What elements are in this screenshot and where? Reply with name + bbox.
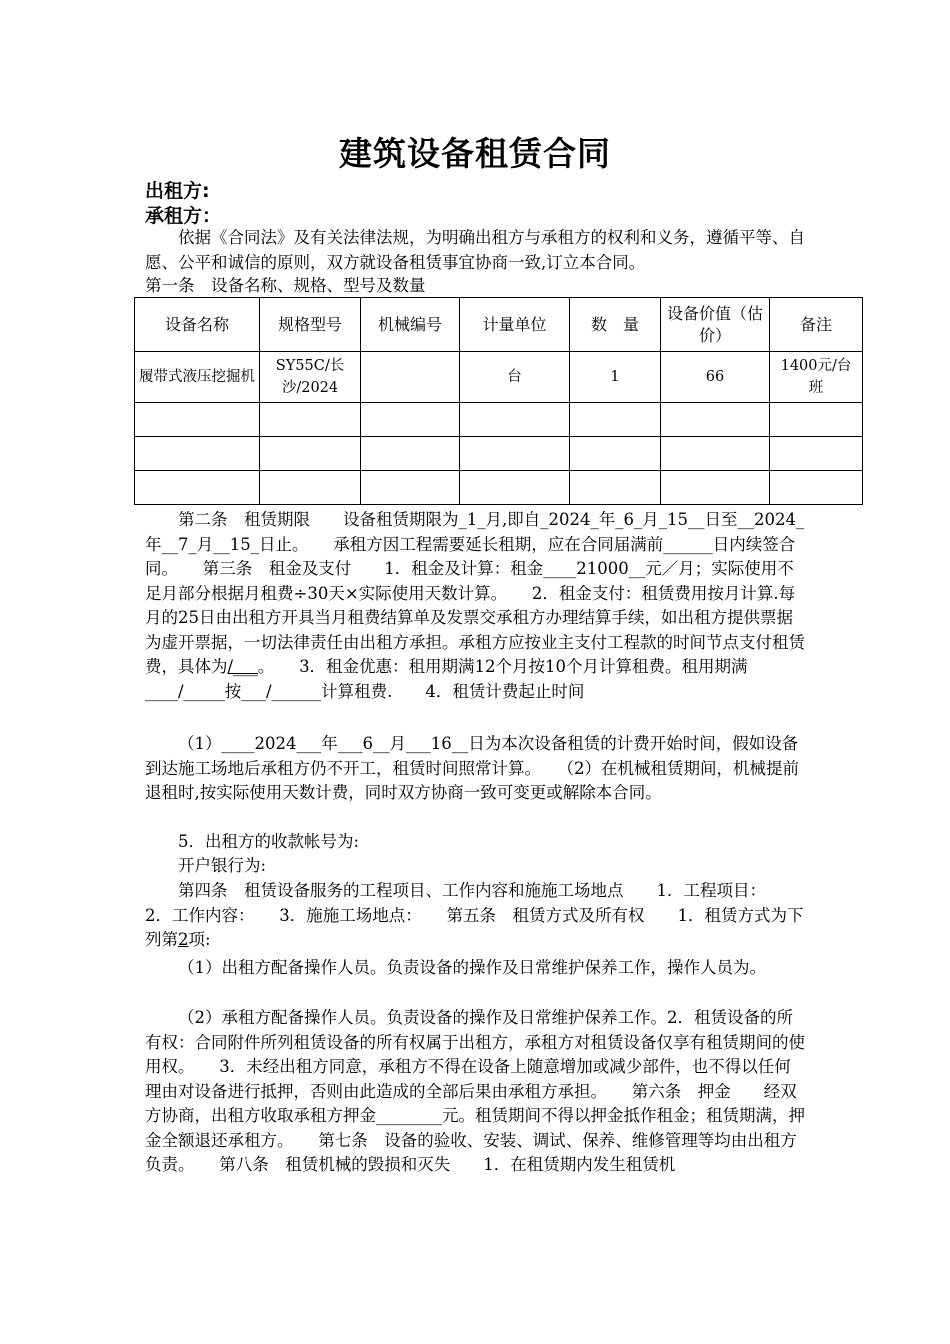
header-unit: 计量单位 xyxy=(460,298,570,352)
table-row-empty xyxy=(135,437,863,471)
cell-model: SY55C/长沙/2024 xyxy=(260,352,361,403)
header-remark: 备注 xyxy=(770,298,863,352)
article4-5-paragraph xyxy=(145,879,807,953)
header-model: 规格型号 xyxy=(260,298,361,352)
lease-mode-choice: 2 xyxy=(178,930,189,949)
table-row-empty xyxy=(135,403,863,437)
article4-text: 第四条 租赁设备服务的工程项目、工作内容和施施工场地点 1．工程项目： 2．工作内容： 3．施施工场地点： 第五条 租赁方式及所有权 1．租赁方式为下列第 xyxy=(145,881,804,949)
article2-3-paragraph xyxy=(145,508,807,704)
header-qty: 数 量 xyxy=(570,298,661,352)
table-row xyxy=(135,352,863,403)
bank-name: 开户银行为: xyxy=(178,856,267,875)
payee-account: 5．出租方的收款帐号为: xyxy=(178,832,360,851)
header-name: 设备名称 xyxy=(135,298,260,352)
option2-and-articles: （2）承租方配备操作人员。负责设备的操作及日常维护保养工作。2．租赁设备的所有权：合同附件所列租赁设备的所有权属于出租方，承租方对租赁设备仅享有租赁期间的使用权。 3．未经出租方同意，承租方不得在设备上随意增加或减少部件，也不得以任何理由对设备进行抵押，否则由此造成的全部后果由承租方承担。 第六条 押金 经双方协商，出租方收取承租方押金________元。租赁期间不得以押金抵作租金；租赁期满，押金全额退还承租方。 第七条 设备的验收、安装、调试、保养、维修管理等均由出租方负责。 第八条 租赁机械的毁损和灭失 1．在租赁期内发生租赁机 xyxy=(145,1008,805,1174)
article2-text: 第二条 租赁期限 设备租赁期限为_1_月,即自_2024_年_6_月_15__日至__2024_年__7_月__15_日止。 承租方因工程需要延长租期，应在合同届满前______日内续签合同。 第三条 租金及支付 1．租金及计算：租金____21000__元／月；实际使用不足月部分根据月租费÷30天×实际使用天数计算。 2．租金支付：租赁费用按月计算.每月的25日由出租方开具当月租费结算单及发票交承租方办理结算手续，如出租方提供票据为虚开票据，一切法律责任由出租方承担。承租方应按业主支付工程款的时间节点支付租赁费，具体为 xyxy=(145,510,805,676)
preamble: 依据《合同法》及有关法律法规，为明确出租方与承租方的权利和义务，遵循平等、自愿、公平和诚信的原则，双方就设备租赁事宜协商一致,订立本合同。 xyxy=(145,228,805,272)
table-header-row xyxy=(135,298,863,352)
cell-serial xyxy=(361,352,460,403)
article1-heading: 第一条 设备名称、规格、型号及数量 xyxy=(145,276,426,295)
cell-remark: 1400元/台班 xyxy=(770,352,863,403)
equipment-table xyxy=(134,297,863,505)
lessee-label: 承租方： xyxy=(145,205,222,227)
article3-text: 。 3．租金优惠：租用期满12个月按10个月计算租费。租用期满____/_____按___/______计算租费. 4．租赁计费起止时间 xyxy=(145,657,748,701)
document-title: 建筑设备租赁合同 xyxy=(339,134,611,173)
table-row-empty xyxy=(135,471,863,505)
cell-qty: 1 xyxy=(570,352,661,403)
header-serial: 机械编号 xyxy=(361,298,460,352)
option1-paragraph: （1）出租方配备操作人员。负责设备的操作及日常维护保养工作，操作人员为。 xyxy=(178,958,766,977)
cell-name: 履带式液压挖掘机 xyxy=(135,352,260,403)
article5-text: 项: xyxy=(188,930,211,949)
header-value: 设备价值（估价） xyxy=(661,298,770,352)
cell-value: 66 xyxy=(661,352,770,403)
payment-schedule-blank: /___ xyxy=(227,657,258,676)
cell-unit: 台 xyxy=(460,352,570,403)
billing-clauses: （1）____2024___年___6__月___16__日为本次设备租赁的计费开始时间，假如设备到达施工场地后承租方仍不开工，租赁时间照常计算。 （2）在机械租赁期间，机械提前退租时,按实际使用天数计费，同时双方协商一致可变更或解除本合同。 xyxy=(145,734,799,802)
lessor-label: 出租方: xyxy=(145,180,210,202)
